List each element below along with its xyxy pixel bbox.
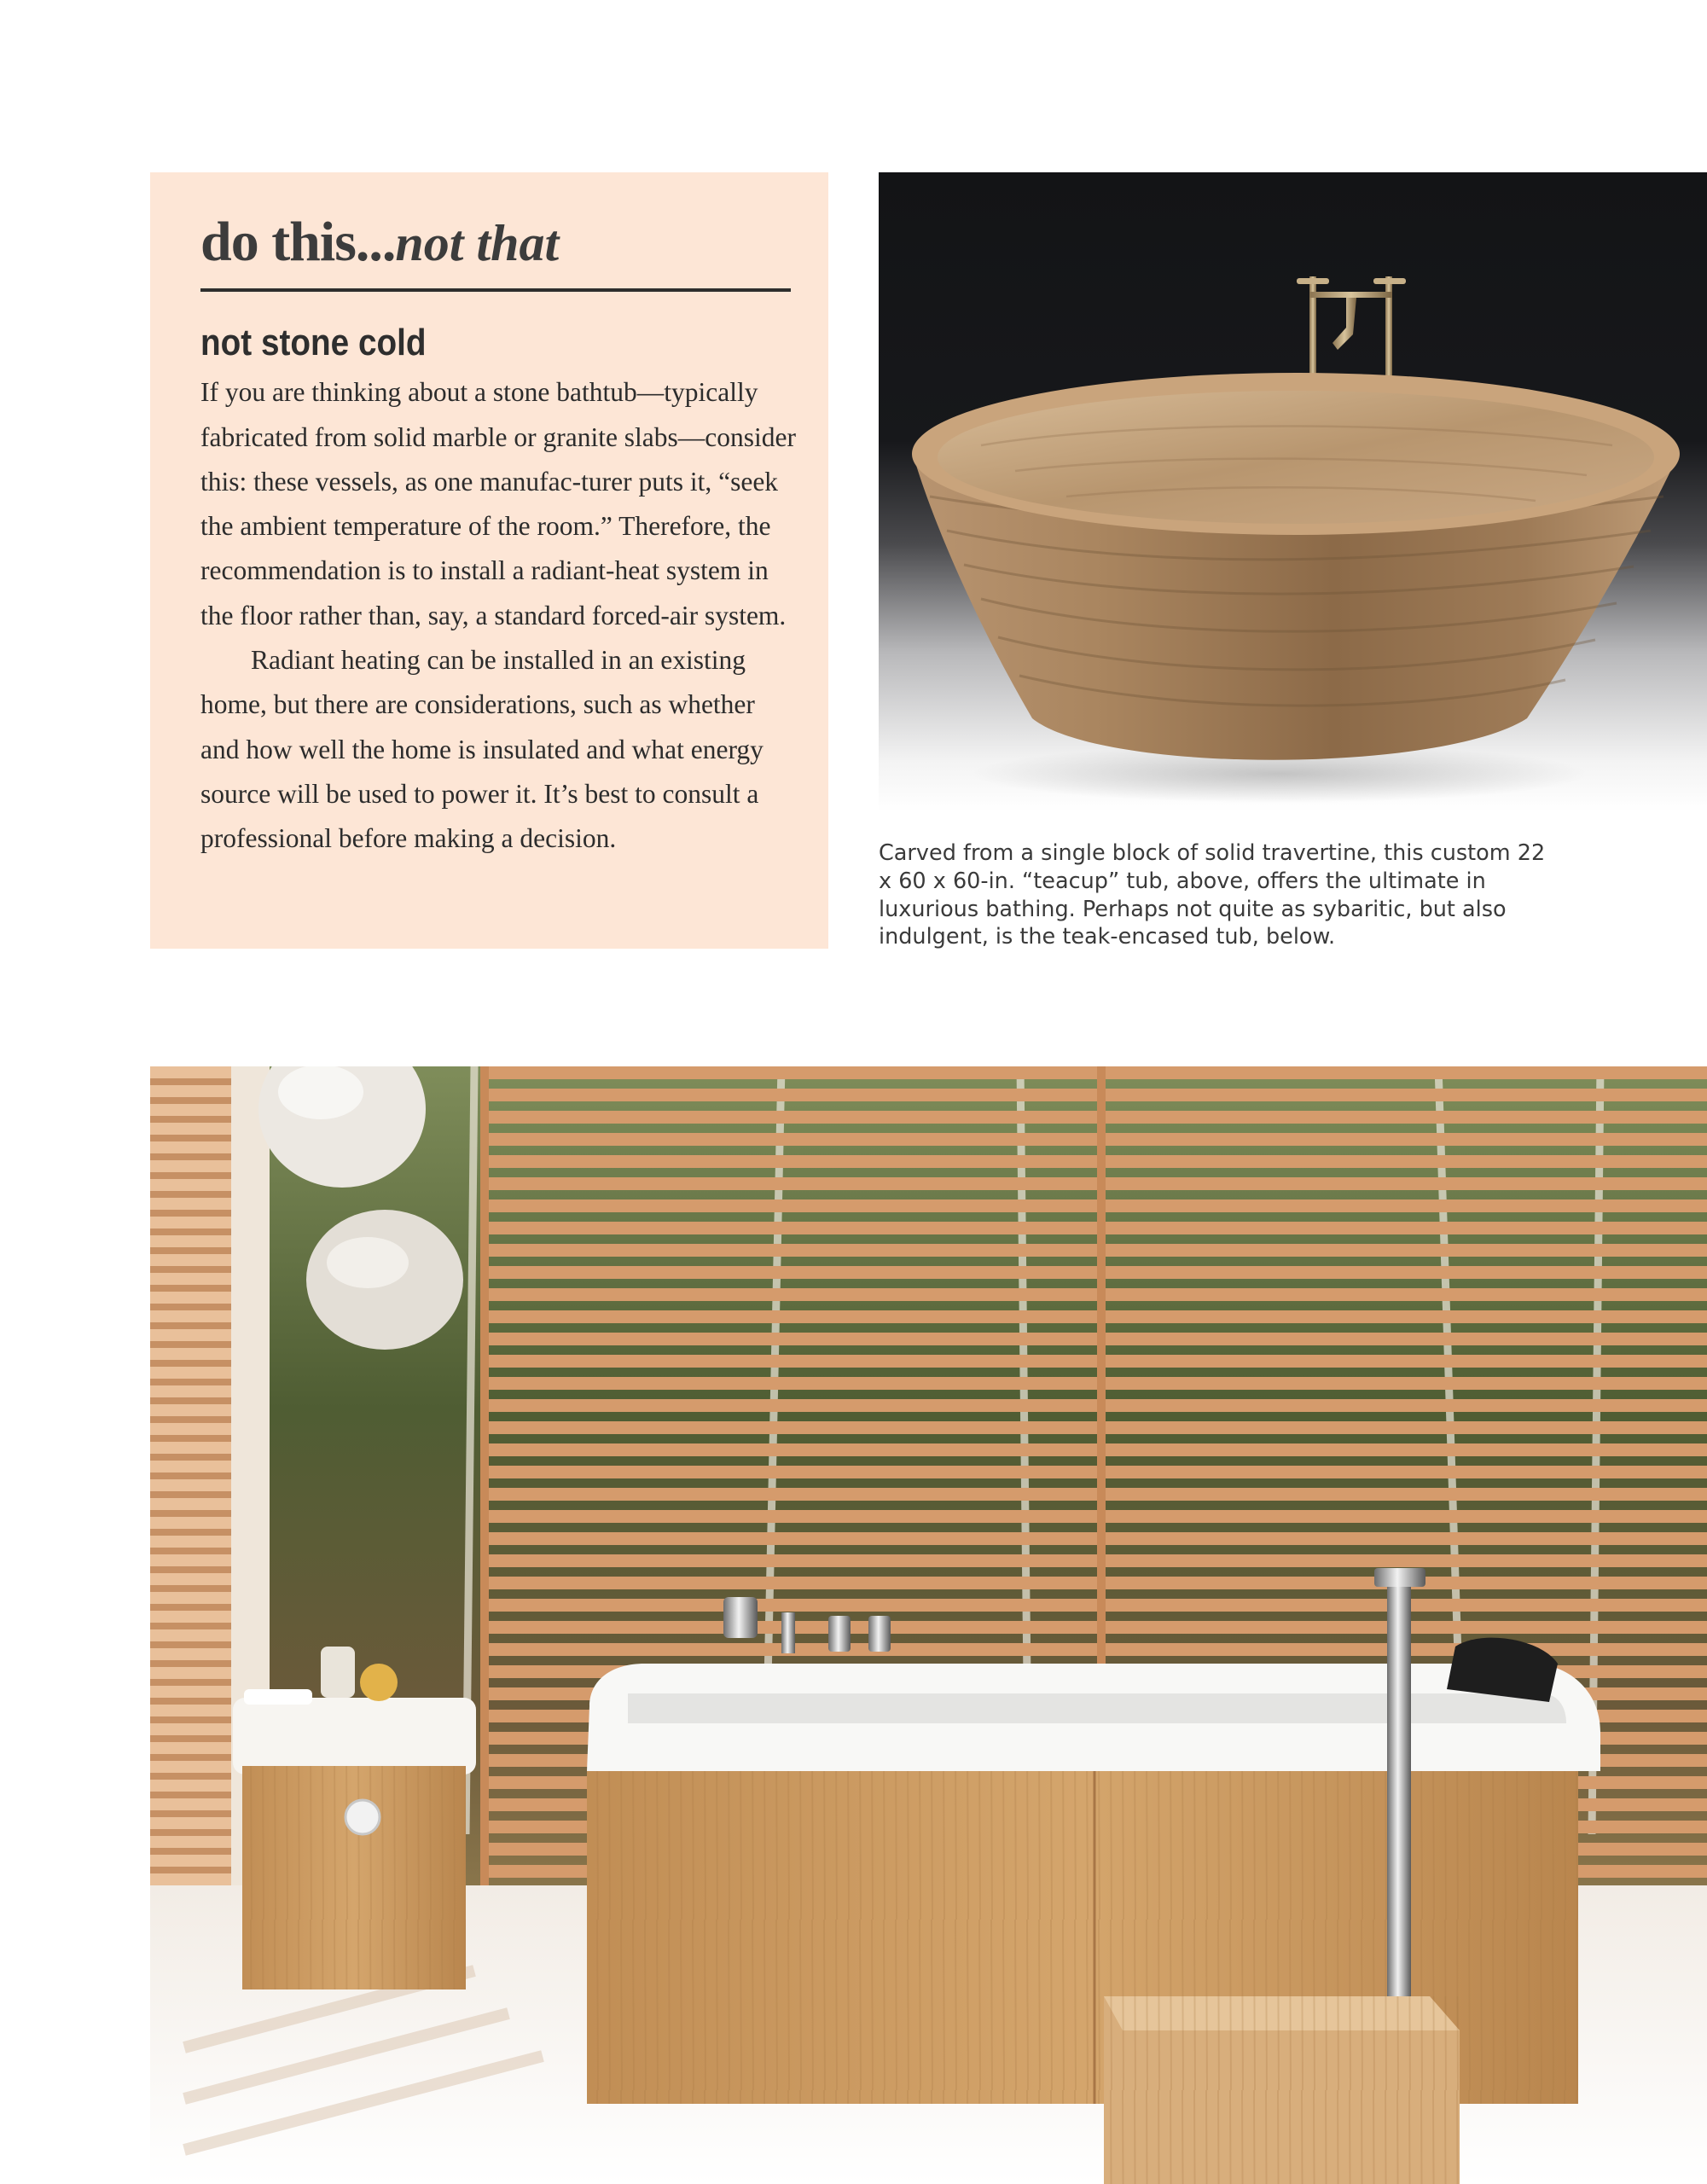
screen-frame-left: [480, 1066, 489, 1920]
teacup-tub-photo: [879, 172, 1707, 812]
teacup-tub-illustration: [879, 172, 1707, 812]
photo-caption: Carved from a single block of solid travertine, this custom 22 x 60 x 60-in. “teacup” tub, above, offers the ultimate in luxurious bathing. Perhaps not quite as sybaritic, but also indulgent, is the teak-encased tub, below.: [879, 840, 1546, 950]
sidebar-heading-main: do this...: [200, 211, 396, 273]
sidebar-paragraph: If you are thinking about a stone bathtub—typically fabricated from solid marble or granite slabs—consider this: these vessels, as one manufac-turer puts it, “seek the ambient temperature of the room.” Therefore, the recommendation is to install a radiant-heat system in the floor rather than, say, a standard forced-air system.: [200, 377, 797, 630]
tub-interior: [938, 391, 1654, 524]
bath-sponge: [360, 1664, 398, 1701]
sidebar-heading: [200, 210, 791, 275]
teak-tub-photo: [150, 1066, 1707, 2184]
sidebar-heading-rule: [200, 288, 791, 292]
sidebar-paragraph: Radiant heating can be installed in an existing home, but there are considerations, such as whether and how well the home is insulated and what energy source will be used to power it. It’s best to consult a professional before making a decision.: [200, 645, 764, 854]
wooden-step: [1104, 1996, 1460, 2184]
lotion-bottle: [321, 1647, 355, 1698]
sidebar-body: [200, 370, 797, 861]
do-this-not-that-sidebar: [150, 172, 828, 949]
sidebar-heading-tail: not that: [395, 215, 560, 271]
side-cabinet: [233, 1647, 476, 1989]
sidebar-subhead: not stone cold: [200, 321, 427, 363]
cabinet-knob: [345, 1800, 380, 1834]
left-window-blinds: [150, 1066, 231, 1937]
teak-tub-illustration: [150, 1066, 1707, 2184]
folded-towels: [244, 1689, 312, 1705]
